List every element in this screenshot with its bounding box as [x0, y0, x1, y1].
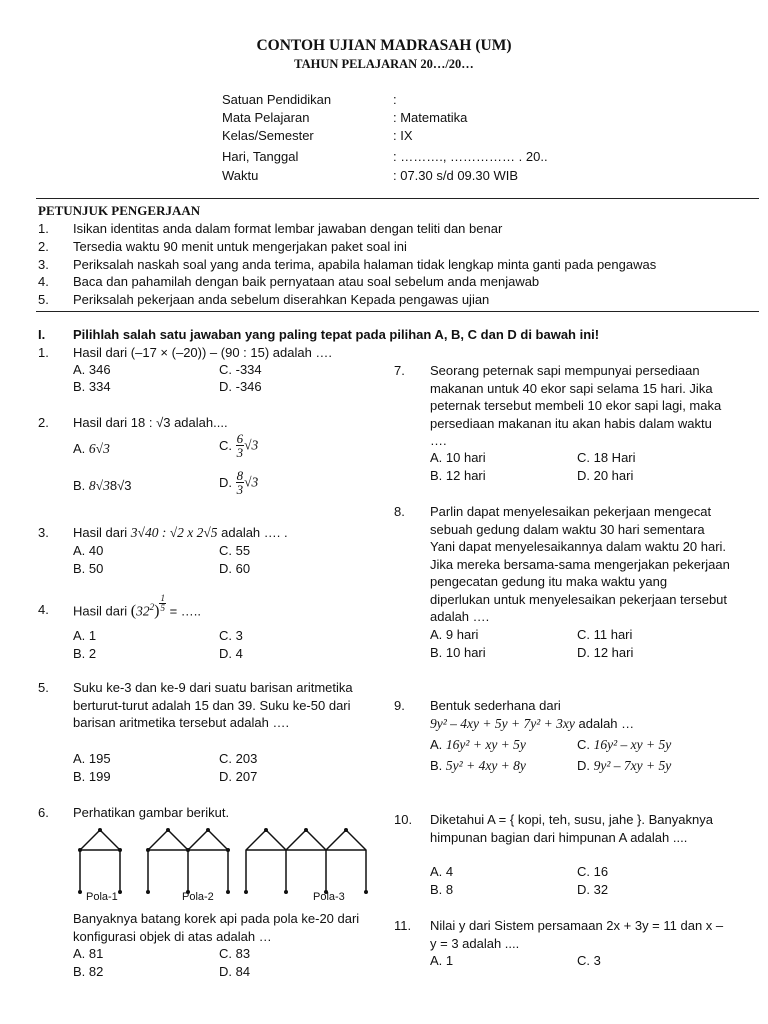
option-label: A.: [73, 441, 86, 456]
option-b[interactable]: B. 8: [430, 882, 454, 897]
question-number: 7.: [394, 363, 405, 378]
option-a[interactable]: A. 346: [73, 362, 111, 377]
identity-value: : Matematika: [393, 110, 468, 125]
instruction-text: Periksalah naskah soal yang anda terima, apabila halaman tidak lengkap minta ganti pada pengawas: [73, 257, 657, 272]
question-number: 3.: [38, 525, 49, 540]
option-a[interactable]: A. 81: [73, 946, 104, 961]
question-number: 10.: [394, 812, 413, 827]
question-number: 2.: [38, 415, 49, 430]
option-d[interactable]: D. 32: [577, 882, 609, 897]
question-math-base: 32: [136, 603, 150, 619]
instruction-text: Isikan identitas anda dalam format lembar jawaban dengan teliti dan benar: [73, 221, 503, 236]
instruction-number: 5.: [38, 292, 49, 307]
question-math-exponent: [159, 594, 166, 613]
option-a[interactable]: A. 10 hari: [430, 450, 486, 465]
question-math: 3√40 : √2 x 2√5: [130, 525, 218, 540]
instruction-text: Periksalah pekerjaan anda sebelum diserahkan Kepada pengawas ujian: [73, 292, 490, 307]
question-number: 4.: [38, 602, 49, 617]
option-d[interactable]: D. 4: [219, 646, 243, 661]
option-b[interactable]: [430, 758, 526, 774]
divider: [36, 311, 759, 312]
question-text: [73, 525, 288, 541]
question-math-inner-exponent: 2: [149, 602, 155, 612]
option-d[interactable]: D. 20 hari: [577, 468, 634, 483]
question-text-pre: Hasil dari: [73, 525, 131, 540]
question-number: 11.: [394, 918, 412, 933]
option-label: C.: [577, 737, 590, 752]
question-number: 8.: [394, 504, 405, 519]
question-text: Bentuk sederhana dari: [430, 698, 561, 713]
option-root: √3: [244, 437, 259, 453]
option-c[interactable]: C. 3: [219, 628, 243, 643]
option-d[interactable]: [219, 469, 258, 496]
question-text-post: adalah....: [170, 415, 228, 430]
divider: [36, 198, 759, 199]
exponent-numerator: 1: [160, 593, 165, 603]
option-label: D.: [577, 758, 590, 773]
matchstick-pattern-figure: [70, 822, 370, 902]
option-c[interactable]: C. 83: [219, 946, 251, 961]
instruction-number: 1.: [38, 221, 49, 236]
question-text: [73, 593, 202, 620]
option-b[interactable]: [73, 478, 131, 494]
option-c[interactable]: C. 203: [219, 751, 258, 766]
question-text: [73, 415, 228, 430]
option-b[interactable]: B. 12 hari: [430, 468, 486, 483]
option-root: √3: [244, 474, 259, 490]
question-text: Suku ke-3 dan ke-9 dari suatu barisan aritmetika berturut-turut adalah 15 dan 39. Suku ke-50 dari barisan aritmetika tersebut adalah ….: [73, 680, 353, 730]
section-number: I.: [38, 327, 46, 342]
instruction-number: 2.: [38, 239, 49, 254]
option-d[interactable]: D. -346: [219, 379, 262, 394]
identity-label: Kelas/Semester: [222, 128, 314, 143]
question-text-continued: Banyaknya batang korek api pada pola ke-20 dari konfigurasi objek di atas adalah …: [73, 911, 360, 944]
fraction-numerator: 6: [236, 431, 244, 446]
option-label: A.: [430, 737, 443, 752]
option-a[interactable]: A. 1: [73, 628, 97, 643]
option-math: 9y² – 7xy + 5y: [593, 758, 672, 773]
option-math: 8√3: [88, 478, 110, 493]
option-d[interactable]: [577, 758, 671, 774]
fraction-denominator: 3: [236, 445, 244, 460]
option-c[interactable]: C. 3: [577, 953, 601, 968]
identity-label: Waktu: [222, 168, 259, 183]
option-d[interactable]: D. 84: [219, 964, 251, 979]
option-a[interactable]: A. 4: [430, 864, 454, 879]
pola-2-figure: [146, 828, 230, 894]
question-number: 9.: [394, 698, 405, 713]
option-c[interactable]: C. 11 hari: [577, 627, 633, 642]
exam-title: CONTOH UJIAN MADRASAH (UM): [256, 37, 512, 54]
option-math: 16y² – xy + 5y: [593, 737, 672, 752]
option-extra: 8√3: [109, 478, 132, 493]
question-number: 5.: [38, 680, 49, 695]
option-fraction: [236, 432, 245, 459]
identity-label: Hari, Tanggal: [222, 149, 299, 164]
option-c[interactable]: [219, 432, 258, 459]
pola-1-label: Pola-1: [86, 891, 118, 903]
identity-value: : 07.30 s/d 09.30 WIB: [393, 168, 519, 183]
question-text: Parlin dapat menyelesaikan pekerjaan mengecat sebuah gedung dalam waktu 30 hari sementara Yani dapat menyelesaikannya dalam waktu 20 hari. Jika mereka bersama-sama mengerjakan pekerjaan pengecatan gedung itu maka waktu yang diperlukan untuk menyelesaikan pekerjaan tersebut adalah ….: [430, 504, 730, 624]
option-math: 16y² + xy + 5y: [445, 737, 526, 752]
option-c[interactable]: [577, 737, 671, 753]
option-c[interactable]: C. 55: [219, 543, 251, 558]
question-text: Diketahui A = { kopi, teh, susu, jahe }. Banyaknya himpunan bagian dari himpunan A adalah ....: [430, 812, 713, 845]
option-b[interactable]: B. 199: [73, 769, 111, 784]
question-math: 9y² – 4xy + 5y + 7y² + 3xy: [430, 716, 575, 731]
question-text-post: adalah …. .: [217, 525, 288, 540]
option-c[interactable]: C. 18 Hari: [577, 450, 636, 465]
fraction-denominator: 3: [236, 482, 244, 497]
bracket-icon: (: [130, 602, 137, 620]
instructions-heading: PETUNJUK PENGERJAAN: [38, 203, 201, 218]
option-d[interactable]: D. 12 hari: [577, 645, 634, 660]
question-text-pre: Hasil dari: [73, 603, 131, 619]
question-root: √3: [156, 415, 171, 430]
option-b[interactable]: B. 334: [73, 379, 111, 394]
option-b[interactable]: B. 2: [73, 646, 97, 661]
section-instruction: Pilihlah salah satu jawaban yang paling tepat pada pilihan A, B, C dan D di bawah ini!: [73, 327, 600, 342]
question-number: 1.: [38, 345, 49, 360]
option-a[interactable]: A. 1: [430, 953, 454, 968]
exam-subtitle: TAHUN PELAJARAN 20…/20…: [294, 57, 474, 71]
option-a[interactable]: A. 195: [73, 751, 111, 766]
option-label: B.: [73, 478, 86, 493]
instruction-number: 3.: [38, 257, 49, 272]
instruction-text: Tersedia waktu 90 menit untuk mengerjakan paket soal ini: [73, 239, 407, 254]
option-a[interactable]: [430, 737, 526, 753]
identity-label: Mata Pelajaran: [222, 110, 310, 125]
pola-3-figure: [244, 828, 368, 894]
question-text: Seorang peternak sapi mempunyai persediaan makanan untuk 40 ekor sapi selama 15 hari. Jika peternak tersebut membeli 10 ekor sapi lagi, maka persediaan makanan itu akan habis dalam waktu ….: [430, 363, 722, 448]
question-text-post: adalah …: [574, 716, 635, 731]
option-label: B.: [430, 758, 443, 773]
instruction-number: 4.: [38, 274, 49, 289]
option-label: C.: [219, 438, 232, 453]
question-text-pre: Hasil dari 18 :: [73, 415, 157, 430]
option-label: D.: [219, 475, 232, 490]
fraction-numerator: 8: [236, 468, 244, 483]
question-number: 6.: [38, 805, 49, 820]
question-expression: [430, 716, 634, 732]
question-text: Hasil dari (–17 × (–20)) – (90 : 15) adalah ….: [73, 345, 333, 360]
option-fraction: [236, 469, 245, 496]
option-c[interactable]: C. 16: [577, 864, 609, 879]
option-b[interactable]: B. 50: [73, 561, 104, 576]
option-a[interactable]: [73, 441, 110, 457]
instruction-text: Baca dan pahamilah dengan baik pernyataan atau soal sebelum anda menjawab: [73, 274, 540, 289]
option-d[interactable]: D. 207: [219, 769, 258, 784]
question-text: Perhatikan gambar berikut.: [73, 805, 230, 820]
option-a[interactable]: A. 9 hari: [430, 627, 479, 642]
option-math: 6√3: [88, 441, 110, 456]
pola-3-label: Pola-3: [313, 891, 345, 903]
question-text: Nilai y dari Sistem persamaan 2x + 3y = 11 dan x – y = 3 adalah ....: [430, 918, 724, 951]
exponent-denominator: 5: [160, 603, 165, 613]
bracket-icon: ): [154, 602, 160, 620]
option-b[interactable]: B. 82: [73, 964, 104, 979]
identity-value: :: [393, 92, 397, 107]
option-a[interactable]: A. 40: [73, 543, 104, 558]
identity-value: : ………., …………… . 20..: [393, 149, 548, 164]
pola-2-label: Pola-2: [182, 891, 214, 903]
option-math: 5y² + 4xy + 8y: [445, 758, 526, 773]
option-d[interactable]: D. 60: [219, 561, 251, 576]
pola-1-figure: [78, 828, 122, 894]
option-b[interactable]: B. 10 hari: [430, 645, 486, 660]
identity-value: : IX: [393, 128, 413, 143]
question-text-post: = …..: [169, 603, 202, 619]
option-c[interactable]: C. -334: [219, 362, 262, 377]
identity-label: Satuan Pendidikan: [222, 92, 332, 107]
